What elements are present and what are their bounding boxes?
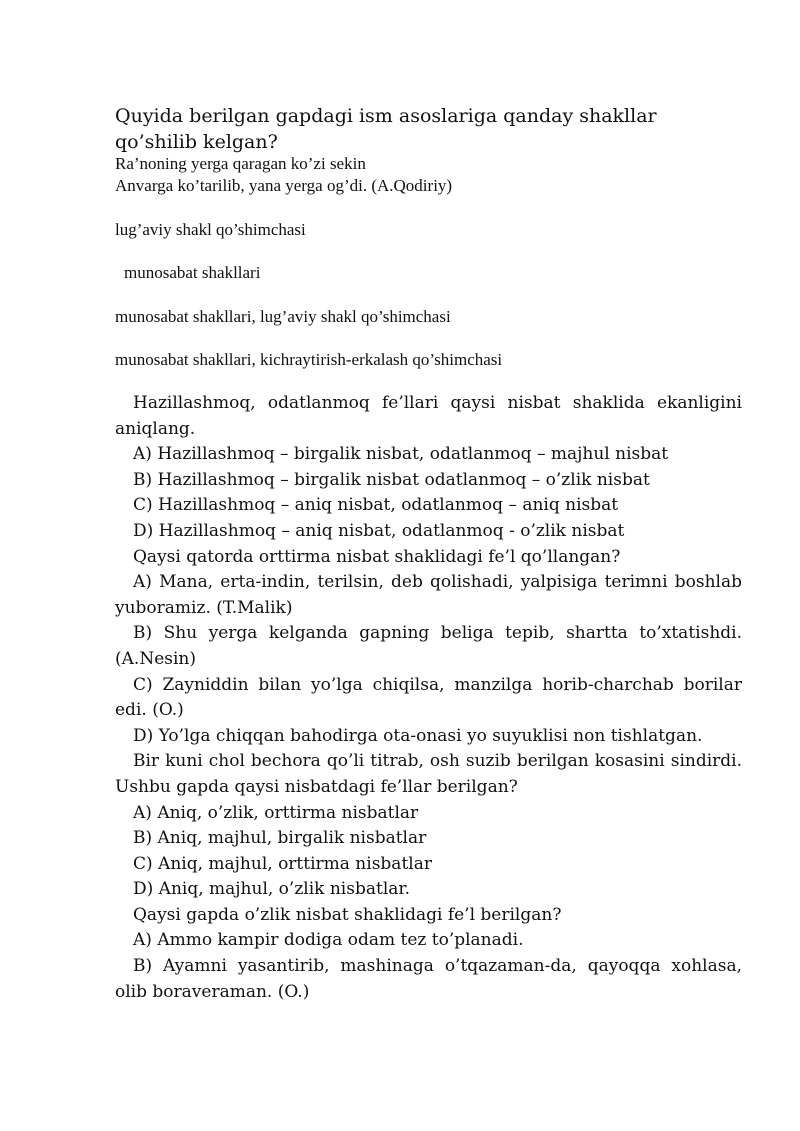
- question-1-option-2: munosabat shakllari: [124, 263, 261, 282]
- question-4-text: Bir kuni chol bechora qo’li titrab, osh suzib berilgan kosasini sindirdi. Ushbu gapda qaysi nisbatdagi fe’llar berilgan?: [115, 751, 742, 797]
- question-5-option-b: B) Ayamni yasantirib, mashinaga o’tqazaman-da, qayoqqa xohlasa, olib boraveraman. (O.): [115, 956, 742, 1002]
- question-5-text: Qaysi gapda o’zlik nisbat shaklidagi fe’l berilgan?: [133, 904, 562, 925]
- question-3-option-b: B) Shu yerga kelganda gapning beliga tepib, shartta to’xtatishdi. (A.Nesin): [115, 623, 742, 669]
- question-3-option-c: C) Zayniddin bilan yo’lga chiqilsa, manzilga horib-charchab borilar edi. (O.): [115, 674, 742, 721]
- question-4-option-c: C) Aniq, majhul, orttirma nisbatlar: [133, 853, 432, 874]
- question-2-option-a: A) Hazillashmoq – birgalik nisbat, odatlanmoq – majhul nisbat: [133, 444, 669, 465]
- question-5-option-a: A) Ammo kampir dodiga odam tez to’planadi.: [133, 930, 524, 951]
- question-4-option-b: B) Aniq, majhul, birgalik nisbatlar: [133, 828, 427, 849]
- question-3-text: Qaysi qatorda orttirma nisbat shaklidagi fe’l qo’llangan?: [133, 546, 621, 567]
- question-3-option-d: D) Yo’lga chiqqan bahodirga ota-onasi yo suyuklisi non tishlatgan.: [133, 725, 703, 746]
- question-2-option-d: D) Hazillashmoq – aniq nisbat, odatlanmoq - o’zlik nisbat: [133, 520, 625, 541]
- question-1-option-1: lug’aviy shakl qo’shimchasi: [115, 220, 306, 239]
- question-1-option-3: munosabat shakllari, lug’aviy shakl qo’shimchasi: [115, 307, 451, 326]
- question-2-text: Hazillashmoq, odatlanmoq fe’llari qaysi nisbat shaklida ekanligini aniqlang.: [115, 393, 742, 439]
- question-4-option-a: A) Aniq, o’zlik, orttirma nisbatlar: [133, 802, 419, 823]
- question-1-quote-line-1: Ra’noning yerga qaragan ko’zi sekin: [115, 154, 366, 173]
- question-1-option-4: munosabat shakllari, kichraytirish-erkalash qo’shimchasi: [115, 350, 503, 369]
- question-2-option-c: C) Hazillashmoq – aniq nisbat, odatlanmoq – aniq nisbat: [133, 495, 619, 516]
- question-2-option-b: B) Hazillashmoq – birgalik nisbat odatlanmoq – o’zlik nisbat: [133, 469, 650, 490]
- question-1-title: Quyida berilgan gapdagi ism asoslariga qanday shakllar qo’shilib kelgan?: [115, 105, 657, 153]
- questions-body: [115, 391, 742, 1005]
- question-4-option-d: D) Aniq, majhul, o’zlik nisbatlar.: [133, 879, 411, 900]
- question-3-option-a: A) Mana, erta-indin, terilsin, deb qolishadi, yalpisiga terimni boshlab yuboramiz. (T.Malik): [115, 572, 742, 618]
- question-1-quote-line-2: Anvarga ko’tarilib, yana yerga og’di. (A.Qodiriy): [115, 176, 453, 195]
